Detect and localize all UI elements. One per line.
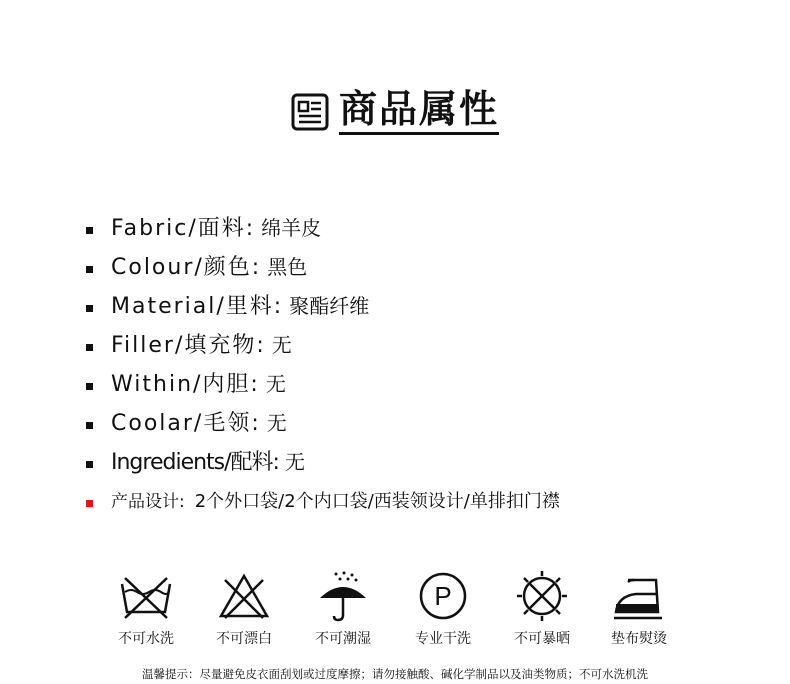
attribute-value: 无 <box>266 411 287 435</box>
care-label: 不可水洗 <box>118 631 174 647</box>
bullet-icon <box>86 227 93 234</box>
attribute-row-ingredients <box>86 441 766 480</box>
care-item-no-wash <box>101 570 191 648</box>
attribute-value: 无 <box>265 372 286 396</box>
bullet-icon <box>86 305 93 312</box>
attribute-value: 聚酯纤维 <box>289 294 370 318</box>
attribute-value: 无 <box>284 450 305 474</box>
keep-dry-umbrella-icon <box>314 570 372 622</box>
attribute-key: Colour/颜色: <box>111 255 262 280</box>
care-label: 不可漂白 <box>216 631 272 647</box>
attribute-row-colour <box>86 246 766 285</box>
care-item-no-bleach <box>199 570 289 648</box>
document-icon <box>291 93 329 131</box>
attribute-key: Within/内胆: <box>111 372 260 397</box>
care-item-keep-dry <box>298 570 388 648</box>
attribute-row-filler <box>86 324 766 363</box>
professional-dry-clean-icon <box>414 570 472 622</box>
care-label: 不可暴晒 <box>514 631 570 647</box>
care-item-no-sun <box>497 570 587 648</box>
attribute-key: Coolar/毛领: <box>111 411 261 436</box>
bullet-icon <box>86 266 93 273</box>
attribute-key: Fabric/面料: <box>111 216 256 241</box>
care-item-iron <box>594 570 684 648</box>
attribute-value: 无 <box>271 333 292 357</box>
iron-with-cloth-icon <box>610 570 668 622</box>
care-item-dry-clean <box>398 570 488 648</box>
care-label: 垫布熨烫 <box>611 631 667 647</box>
attribute-value: 绵羊皮 <box>261 216 322 240</box>
attribute-value: 2个外口袋/2个内口袋/西装领设计/单排扣门襟 <box>194 490 560 512</box>
care-label: 不可潮湿 <box>315 631 371 647</box>
bullet-icon <box>86 344 93 351</box>
attribute-row-within <box>86 363 766 402</box>
attribute-row-material <box>86 285 766 324</box>
bullet-icon <box>86 422 93 429</box>
attribute-key: 产品设计: <box>111 492 185 512</box>
attribute-row-collar <box>86 402 766 441</box>
attribute-list <box>86 207 766 519</box>
warm-tip: 温馨提示：尽量避免皮衣面刮划或过度摩擦；请勿接触酸、碱化学制品以及油类物质；不可水洗机洗 <box>142 667 648 681</box>
attribute-row-fabric <box>86 207 766 246</box>
bullet-icon <box>86 383 93 390</box>
attribute-row-design <box>86 480 766 519</box>
section-header <box>0 88 790 135</box>
attribute-key: Filler/填充物: <box>111 333 266 358</box>
bullet-icon <box>86 500 93 507</box>
no-bleach-icon <box>215 570 273 622</box>
svg-text:P: P <box>434 581 452 611</box>
attribute-key: Material/里料: <box>111 294 284 319</box>
page-title: 商品属性 <box>339 88 499 135</box>
attribute-key: Ingredients/配料: <box>111 450 279 475</box>
attribute-value: 黑色 <box>267 255 308 279</box>
bullet-icon <box>86 461 93 468</box>
title-group <box>291 88 499 135</box>
care-label: 专业干洗 <box>415 631 471 647</box>
no-wash-icon <box>117 570 175 622</box>
no-sun-icon <box>513 570 571 622</box>
